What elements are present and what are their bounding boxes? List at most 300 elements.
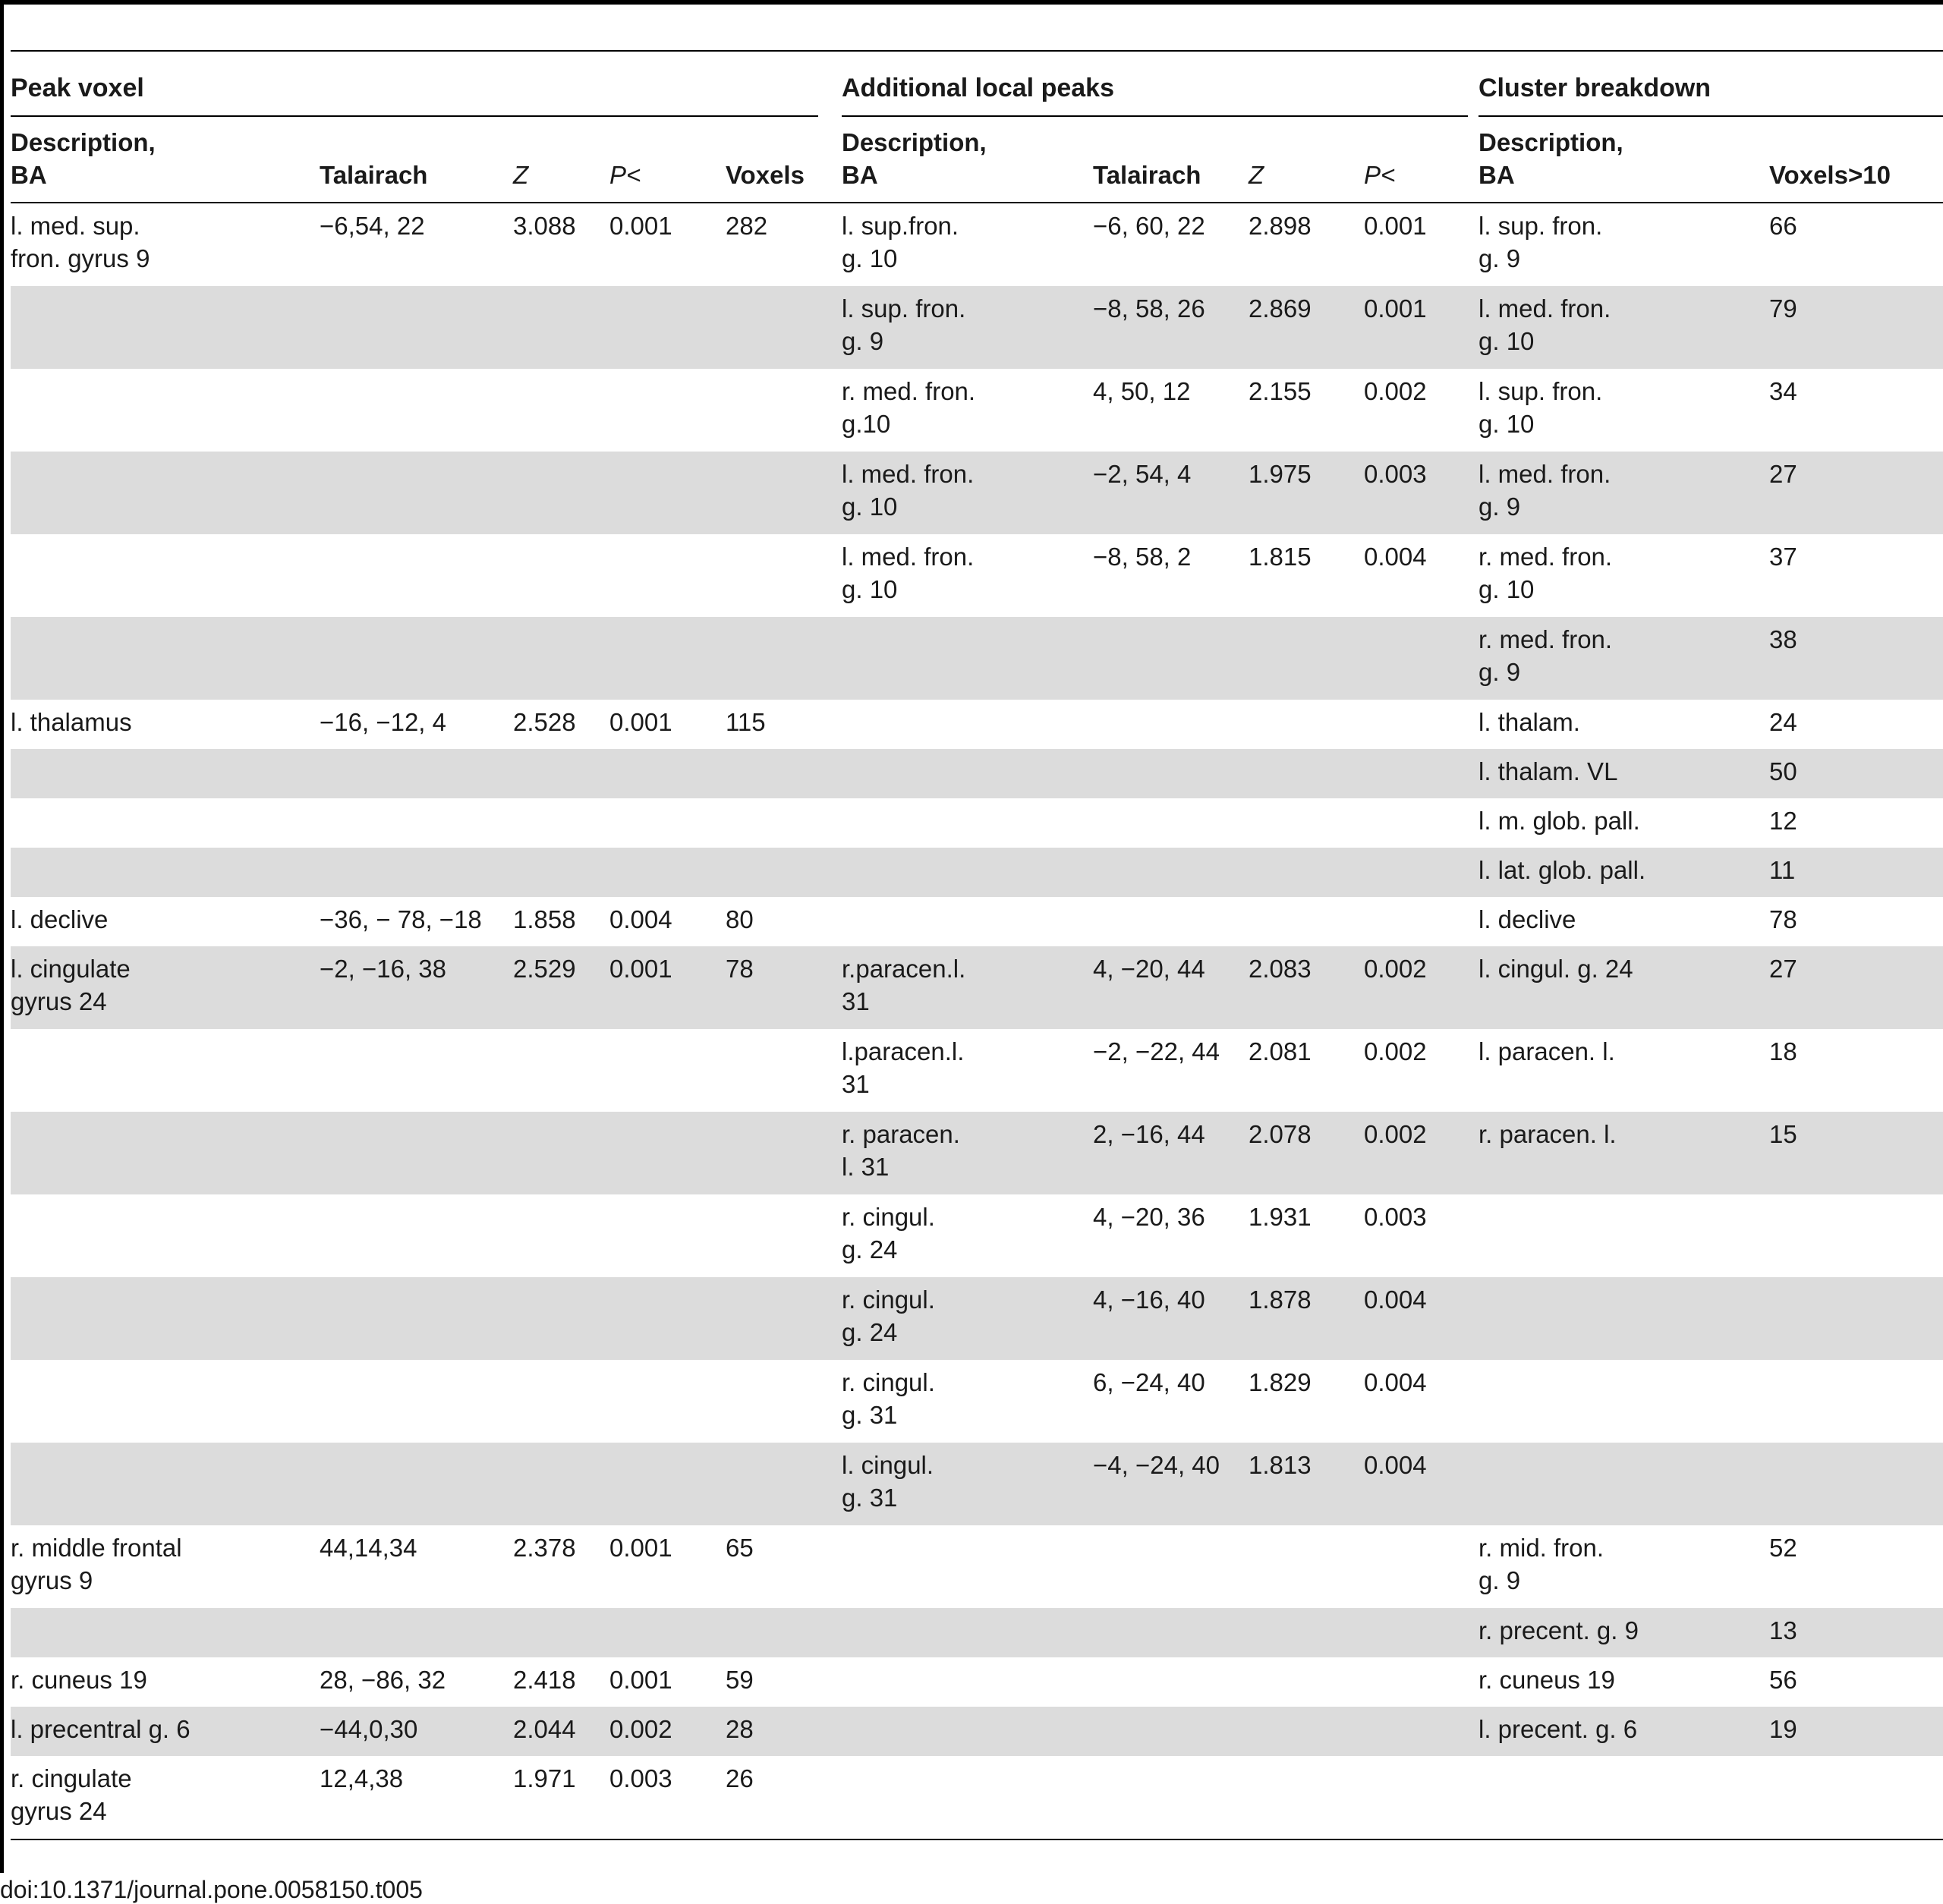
- local-peak-description-cell: r. cingul. g. 24: [842, 1203, 935, 1264]
- local-peak-p-cell: 0.004: [1364, 1443, 1479, 1525]
- cluster-voxels-cell: 56: [1769, 1666, 1797, 1694]
- local-peak-description-cell: [842, 1707, 1093, 1756]
- cluster-voxels-cell: 34: [1769, 377, 1797, 405]
- local-peak-talairach-cell: [1093, 1756, 1249, 1839]
- local-peak-p-cell: 0.004: [1364, 543, 1427, 571]
- peak-description-cell: [11, 1029, 320, 1112]
- group-peak-voxel-label: Peak voxel: [11, 74, 144, 102]
- table-row: [11, 1194, 1943, 1277]
- local-peak-description-cell: r. cingul. g. 24: [842, 1277, 1093, 1360]
- peak-description-cell: [11, 534, 320, 617]
- local-peak-description-cell: r.paracen.l. 31: [842, 946, 1093, 1029]
- peak-description-cell: [11, 1112, 320, 1194]
- cluster-voxels-cell: 27: [1769, 452, 1943, 534]
- peak-voxels-cell: [726, 1029, 842, 1112]
- peak-talairach-cell: [320, 617, 513, 700]
- table-row: [11, 286, 1943, 369]
- table-bottom-rule: [11, 1839, 1943, 1840]
- local-peak-p-cell: [1364, 848, 1479, 897]
- peak-description-cell: [11, 369, 320, 452]
- table-row: [11, 1657, 1943, 1707]
- peak-talairach-cell: [320, 1112, 513, 1194]
- col-pv-z: Z: [513, 161, 529, 189]
- peak-z-cell: 1.858: [513, 905, 576, 933]
- peak-talairach-cell: [320, 534, 513, 617]
- col-pv-p: P<: [609, 161, 641, 189]
- local-peak-z-cell: 2.078: [1249, 1112, 1364, 1194]
- peak-description-cell: l. precentral g. 6: [11, 1707, 320, 1756]
- local-peak-talairach-cell: 2, −16, 44: [1093, 1112, 1249, 1194]
- table-row: [11, 1443, 1943, 1525]
- table-row: [11, 1608, 1943, 1657]
- peak-description-cell: [11, 286, 320, 369]
- local-peak-z-cell: 1.815: [1249, 543, 1312, 571]
- cluster-description-cell: l. sup. fron. g. 9: [1479, 212, 1603, 272]
- table-row: [11, 1707, 1943, 1756]
- cluster-description-cell: l. lat. glob. pall.: [1479, 848, 1769, 897]
- peak-talairach-cell: [320, 1277, 513, 1360]
- local-peak-z-cell: [1249, 798, 1364, 848]
- peak-talairach-cell: [320, 749, 513, 798]
- local-peak-description-cell: l. med. fron. g. 10: [842, 543, 975, 603]
- peak-voxels-cell: [726, 1112, 842, 1194]
- local-peak-talairach-cell: 4, −20, 36: [1093, 1203, 1205, 1231]
- local-peak-z-cell: [1249, 1608, 1364, 1657]
- table-row: [11, 1756, 1943, 1839]
- local-peak-description-cell: [842, 1657, 1093, 1707]
- peak-talairach-cell: [320, 798, 513, 848]
- peak-voxels-cell: 115: [726, 708, 766, 736]
- col-cb-voxels: Voxels>10: [1769, 161, 1891, 189]
- peak-talairach-cell: −16, −12, 4: [320, 708, 446, 736]
- cluster-description-cell: [1479, 1756, 1769, 1839]
- cluster-voxels-cell: 12: [1769, 807, 1797, 835]
- peak-voxels-cell: [726, 369, 842, 452]
- peak-p-cell: 0.001: [609, 708, 672, 736]
- local-peak-z-cell: [1249, 848, 1364, 897]
- local-peak-description-cell: r. paracen. l. 31: [842, 1112, 1093, 1194]
- left-border: [0, 0, 4, 1873]
- local-peak-z-cell: 2.083: [1249, 946, 1364, 1029]
- local-peak-description-cell: [842, 617, 1093, 700]
- peak-description-cell: [11, 452, 320, 534]
- cluster-voxels-cell: 52: [1769, 1534, 1797, 1562]
- local-peak-talairach-cell: [1093, 1608, 1249, 1657]
- peak-description-cell: [11, 749, 320, 798]
- cluster-description-cell: r. paracen. l.: [1479, 1112, 1769, 1194]
- peak-p-cell: [609, 1443, 726, 1525]
- cluster-description-cell: r. mid. fron. g. 9: [1479, 1534, 1604, 1594]
- local-peak-talairach-cell: 4, 50, 12: [1093, 377, 1191, 405]
- peak-p-cell: [609, 848, 726, 897]
- cluster-description-cell: l. declive: [1479, 905, 1576, 933]
- table-row: [11, 1029, 1943, 1112]
- local-peak-z-cell: [1249, 1756, 1364, 1839]
- group-header-row: [11, 52, 1943, 118]
- peak-talairach-cell: [320, 286, 513, 369]
- peak-talairach-cell: −44,0,30: [320, 1707, 513, 1756]
- local-peak-p-cell: [1364, 1756, 1479, 1839]
- cluster-voxels-cell: 11: [1769, 848, 1943, 897]
- peak-talairach-cell: [320, 1360, 513, 1443]
- column-header-row: [11, 118, 1943, 203]
- local-peak-p-cell: 0.002: [1364, 946, 1479, 1029]
- local-peak-z-cell: [1249, 897, 1364, 946]
- peak-p-cell: 0.002: [609, 1707, 726, 1756]
- peak-voxels-cell: [726, 1443, 842, 1525]
- table-row: [11, 203, 1943, 286]
- cluster-description-cell: r. med. fron. g. 9: [1479, 617, 1769, 700]
- peak-description-cell: [11, 617, 320, 700]
- peak-p-cell: [609, 798, 726, 848]
- cluster-description-cell: l. m. glob. pall.: [1479, 807, 1640, 835]
- peak-voxels-cell: [726, 749, 842, 798]
- local-peak-talairach-cell: [1093, 700, 1249, 749]
- local-peak-description-cell: [842, 1608, 1093, 1657]
- table-row: [11, 369, 1943, 452]
- cluster-voxels-cell: [1769, 1360, 1943, 1443]
- cluster-voxels-cell: 15: [1769, 1112, 1943, 1194]
- peak-description-cell: l. cingulate gyrus 24: [11, 946, 320, 1029]
- cluster-description-cell: l. thalam.: [1479, 708, 1580, 736]
- peak-p-cell: [609, 1112, 726, 1194]
- peak-description-cell: r. middle frontal gyrus 9: [11, 1534, 182, 1594]
- local-peak-talairach-cell: [1093, 1707, 1249, 1756]
- cluster-description-cell: l. thalam. VL: [1479, 749, 1769, 798]
- cluster-description-cell: [1479, 1360, 1769, 1443]
- peak-p-cell: [609, 534, 726, 617]
- peak-p-cell: 0.003: [609, 1764, 672, 1792]
- results-table: [11, 118, 1943, 1839]
- peak-talairach-cell: 12,4,38: [320, 1764, 404, 1792]
- peak-z-cell: 2.044: [513, 1707, 609, 1756]
- peak-z-cell: [513, 1029, 609, 1112]
- local-peak-description-cell: [842, 848, 1093, 897]
- group-additional-local-peaks-label: Additional local peaks: [842, 74, 1114, 102]
- peak-z-cell: [513, 1608, 609, 1657]
- peak-p-cell: 0.001: [609, 1666, 672, 1694]
- peak-voxels-cell: [726, 452, 842, 534]
- peak-p-cell: [609, 617, 726, 700]
- table-row: [11, 749, 1943, 798]
- results-table-container: [11, 50, 1943, 1840]
- cluster-voxels-cell: 24: [1769, 708, 1797, 736]
- cluster-description-cell: [1479, 1277, 1769, 1360]
- local-peak-talairach-cell: −4, −24, 40: [1093, 1443, 1249, 1525]
- group-cluster-breakdown: [1479, 52, 1943, 117]
- table-row: [11, 1360, 1943, 1443]
- table-row: [11, 946, 1943, 1029]
- local-peak-z-cell: 2.081: [1249, 1037, 1312, 1065]
- cluster-description-cell: l. med. fron. g. 9: [1479, 452, 1769, 534]
- table-row: [11, 534, 1943, 617]
- local-peak-z-cell: 1.813: [1249, 1443, 1364, 1525]
- peak-z-cell: 1.971: [513, 1764, 576, 1792]
- local-peak-talairach-cell: [1093, 848, 1249, 897]
- col-lp-talairach: Talairach: [1093, 161, 1201, 189]
- cluster-voxels-cell: 38: [1769, 617, 1943, 700]
- doi-caption: doi:10.1371/journal.pone.0058150.t005: [0, 1876, 423, 1903]
- peak-voxels-cell: 282: [726, 212, 768, 240]
- local-peak-z-cell: 2.898: [1249, 212, 1312, 240]
- local-peak-talairach-cell: −2, −22, 44: [1093, 1037, 1220, 1065]
- local-peak-description-cell: [842, 749, 1093, 798]
- local-peak-talairach-cell: [1093, 1525, 1249, 1608]
- peak-description-cell: [11, 1277, 320, 1360]
- peak-z-cell: 2.529: [513, 946, 609, 1029]
- local-peak-p-cell: [1364, 617, 1479, 700]
- cluster-voxels-cell: 37: [1769, 543, 1797, 571]
- table-row: [11, 1277, 1943, 1360]
- peak-talairach-cell: 28, −86, 32: [320, 1666, 446, 1694]
- local-peak-description-cell: r. med. fron. g.10: [842, 377, 976, 438]
- table-row: [11, 798, 1943, 848]
- cluster-voxels-cell: 79: [1769, 286, 1943, 369]
- local-peak-p-cell: [1364, 1525, 1479, 1608]
- group-cluster-breakdown-label: Cluster breakdown: [1479, 74, 1712, 102]
- peak-description-cell: [11, 848, 320, 897]
- peak-voxels-cell: [726, 617, 842, 700]
- local-peak-z-cell: [1249, 1707, 1364, 1756]
- peak-p-cell: [609, 286, 726, 369]
- local-peak-p-cell: [1364, 1707, 1479, 1756]
- peak-z-cell: [513, 1360, 609, 1443]
- peak-p-cell: 0.001: [609, 946, 726, 1029]
- col-lp-description: Description, BA: [842, 128, 987, 189]
- peak-z-cell: [513, 1443, 609, 1525]
- cluster-voxels-cell: 66: [1769, 212, 1797, 240]
- peak-z-cell: [513, 452, 609, 534]
- peak-talairach-cell: [320, 1194, 513, 1277]
- group-additional-local-peaks: [842, 52, 1468, 117]
- local-peak-p-cell: 0.002: [1364, 1112, 1479, 1194]
- local-peak-z-cell: 1.829: [1249, 1368, 1312, 1396]
- peak-p-cell: [609, 749, 726, 798]
- local-peak-z-cell: 2.869: [1249, 286, 1364, 369]
- local-peak-talairach-cell: [1093, 617, 1249, 700]
- peak-voxels-cell: [726, 1608, 842, 1657]
- local-peak-talairach-cell: −8, 58, 2: [1093, 543, 1192, 571]
- cluster-voxels-cell: 78: [1769, 905, 1797, 933]
- table-row: [11, 700, 1943, 749]
- local-peak-z-cell: 2.155: [1249, 377, 1312, 405]
- local-peak-talairach-cell: [1093, 1657, 1249, 1707]
- peak-p-cell: [609, 1360, 726, 1443]
- peak-talairach-cell: −6,54, 22: [320, 212, 425, 240]
- local-peak-description-cell: l. sup. fron. g. 9: [842, 286, 1093, 369]
- peak-description-cell: [11, 1360, 320, 1443]
- cluster-description-cell: l. med. fron. g. 10: [1479, 286, 1769, 369]
- local-peak-p-cell: [1364, 1657, 1479, 1707]
- local-peak-talairach-cell: [1093, 897, 1249, 946]
- cluster-voxels-cell: 27: [1769, 946, 1943, 1029]
- local-peak-p-cell: [1364, 749, 1479, 798]
- peak-talairach-cell: −2, −16, 38: [320, 946, 513, 1029]
- peak-z-cell: [513, 286, 609, 369]
- peak-z-cell: [513, 534, 609, 617]
- peak-talairach-cell: [320, 452, 513, 534]
- local-peak-description-cell: [842, 700, 1093, 749]
- peak-description-cell: [11, 1194, 320, 1277]
- col-pv-description: Description, BA: [11, 128, 156, 189]
- cluster-voxels-cell: [1769, 1277, 1943, 1360]
- col-cb-description: Description, BA: [1479, 128, 1623, 189]
- peak-z-cell: 2.418: [513, 1666, 576, 1694]
- cluster-voxels-cell: [1769, 1756, 1943, 1839]
- local-peak-p-cell: [1364, 798, 1479, 848]
- local-peak-p-cell: [1364, 700, 1479, 749]
- table-row: [11, 1525, 1943, 1608]
- table-row: [11, 452, 1943, 534]
- peak-talairach-cell: [320, 369, 513, 452]
- peak-description-cell: r. cingulate gyrus 24: [11, 1764, 132, 1825]
- peak-voxels-cell: 28: [726, 1707, 842, 1756]
- peak-z-cell: [513, 798, 609, 848]
- table-row: [11, 1112, 1943, 1194]
- peak-voxels-cell: 65: [726, 1534, 754, 1562]
- peak-p-cell: 0.001: [609, 212, 672, 240]
- cluster-voxels-cell: 50: [1769, 749, 1943, 798]
- peak-description-cell: l. declive: [11, 905, 109, 933]
- local-peak-p-cell: 0.004: [1364, 1368, 1427, 1396]
- peak-talairach-cell: 44,14,34: [320, 1534, 417, 1562]
- peak-z-cell: [513, 749, 609, 798]
- peak-p-cell: [609, 1029, 726, 1112]
- cluster-voxels-cell: 13: [1769, 1608, 1943, 1657]
- peak-z-cell: 3.088: [513, 212, 576, 240]
- peak-description-cell: l. med. sup. fron. gyrus 9: [11, 212, 150, 272]
- cluster-description-cell: l. precent. g. 6: [1479, 1707, 1769, 1756]
- local-peak-z-cell: 1.975: [1249, 452, 1364, 534]
- cluster-description-cell: [1479, 1194, 1769, 1277]
- local-peak-talairach-cell: −8, 58, 26: [1093, 286, 1249, 369]
- local-peak-talairach-cell: 4, −16, 40: [1093, 1277, 1249, 1360]
- local-peak-description-cell: l. sup.fron. g. 10: [842, 212, 959, 272]
- cluster-voxels-cell: 19: [1769, 1707, 1943, 1756]
- cluster-description-cell: l. paracen. l.: [1479, 1037, 1615, 1065]
- cluster-description-cell: l. sup. fron. g. 10: [1479, 377, 1603, 438]
- peak-description-cell: [11, 1443, 320, 1525]
- table-row: [11, 897, 1943, 946]
- local-peak-talairach-cell: [1093, 749, 1249, 798]
- cluster-description-cell: r. cuneus 19: [1479, 1666, 1615, 1694]
- local-peak-z-cell: 1.931: [1249, 1203, 1312, 1231]
- local-peak-p-cell: 0.003: [1364, 1203, 1427, 1231]
- col-lp-p: P<: [1364, 161, 1396, 189]
- cluster-description-cell: [1479, 1443, 1769, 1525]
- peak-description-cell: l. thalamus: [11, 708, 132, 736]
- peak-description-cell: [11, 1608, 320, 1657]
- local-peak-z-cell: [1249, 1657, 1364, 1707]
- peak-talairach-cell: [320, 1608, 513, 1657]
- peak-talairach-cell: [320, 1029, 513, 1112]
- cluster-description-cell: l. cingul. g. 24: [1479, 946, 1769, 1029]
- peak-p-cell: [609, 1194, 726, 1277]
- peak-z-cell: [513, 617, 609, 700]
- local-peak-p-cell: [1364, 1608, 1479, 1657]
- table-row: [11, 848, 1943, 897]
- col-pv-voxels: Voxels: [726, 161, 805, 189]
- peak-p-cell: 0.004: [609, 905, 672, 933]
- peak-voxels-cell: 26: [726, 1764, 754, 1792]
- local-peak-description-cell: l. med. fron. g. 10: [842, 452, 1093, 534]
- local-peak-description-cell: [842, 798, 1093, 848]
- peak-p-cell: [609, 452, 726, 534]
- table-row: [11, 617, 1943, 700]
- local-peak-talairach-cell: −2, 54, 4: [1093, 452, 1249, 534]
- group-peak-voxel: [11, 52, 818, 117]
- local-peak-description-cell: r. cingul. g. 31: [842, 1368, 935, 1429]
- cluster-description-cell: r. precent. g. 9: [1479, 1608, 1769, 1657]
- local-peak-p-cell: 0.003: [1364, 452, 1479, 534]
- peak-talairach-cell: [320, 848, 513, 897]
- local-peak-description-cell: l. cingul. g. 31: [842, 1443, 1093, 1525]
- top-border: [0, 0, 1943, 5]
- local-peak-talairach-cell: [1093, 798, 1249, 848]
- local-peak-p-cell: [1364, 897, 1479, 946]
- peak-voxels-cell: 80: [726, 905, 754, 933]
- peak-z-cell: 2.378: [513, 1534, 576, 1562]
- table-body: [11, 203, 1943, 1839]
- local-peak-z-cell: [1249, 700, 1364, 749]
- peak-talairach-cell: [320, 1443, 513, 1525]
- local-peak-description-cell: [842, 1756, 1093, 1839]
- peak-voxels-cell: [726, 1194, 842, 1277]
- local-peak-description-cell: l.paracen.l. 31: [842, 1037, 965, 1098]
- cluster-voxels-cell: [1769, 1443, 1943, 1525]
- local-peak-p-cell: 0.002: [1364, 377, 1427, 405]
- peak-p-cell: [609, 1277, 726, 1360]
- peak-voxels-cell: [726, 1360, 842, 1443]
- local-peak-talairach-cell: 6, −24, 40: [1093, 1368, 1205, 1396]
- col-lp-z: Z: [1249, 161, 1264, 189]
- peak-p-cell: 0.001: [609, 1534, 672, 1562]
- peak-voxels-cell: [726, 286, 842, 369]
- peak-voxels-cell: [726, 1277, 842, 1360]
- peak-talairach-cell: −36, − 78, −18: [320, 905, 482, 933]
- cluster-description-cell: r. med. fron. g. 10: [1479, 543, 1613, 603]
- peak-description-cell: [11, 798, 320, 848]
- peak-voxels-cell: 78: [726, 946, 842, 1029]
- local-peak-z-cell: [1249, 1525, 1364, 1608]
- local-peak-z-cell: [1249, 749, 1364, 798]
- local-peak-p-cell: 0.001: [1364, 212, 1427, 240]
- peak-description-cell: r. cuneus 19: [11, 1666, 147, 1694]
- peak-voxels-cell: [726, 798, 842, 848]
- local-peak-talairach-cell: 4, −20, 44: [1093, 946, 1249, 1029]
- peak-z-cell: [513, 1277, 609, 1360]
- peak-voxels-cell: 59: [726, 1666, 754, 1694]
- local-peak-p-cell: 0.004: [1364, 1277, 1479, 1360]
- peak-p-cell: [609, 369, 726, 452]
- peak-z-cell: [513, 1194, 609, 1277]
- local-peak-p-cell: 0.001: [1364, 286, 1479, 369]
- peak-voxels-cell: [726, 848, 842, 897]
- peak-z-cell: [513, 848, 609, 897]
- local-peak-description-cell: [842, 1525, 1093, 1608]
- local-peak-talairach-cell: −6, 60, 22: [1093, 212, 1205, 240]
- peak-z-cell: 2.528: [513, 708, 576, 736]
- peak-z-cell: [513, 369, 609, 452]
- local-peak-description-cell: [842, 897, 1093, 946]
- local-peak-z-cell: 1.878: [1249, 1277, 1364, 1360]
- col-pv-talairach: Talairach: [320, 161, 428, 189]
- peak-p-cell: [609, 1608, 726, 1657]
- local-peak-p-cell: 0.002: [1364, 1037, 1427, 1065]
- peak-z-cell: [513, 1112, 609, 1194]
- cluster-voxels-cell: 18: [1769, 1037, 1797, 1065]
- cluster-voxels-cell: [1769, 1194, 1943, 1277]
